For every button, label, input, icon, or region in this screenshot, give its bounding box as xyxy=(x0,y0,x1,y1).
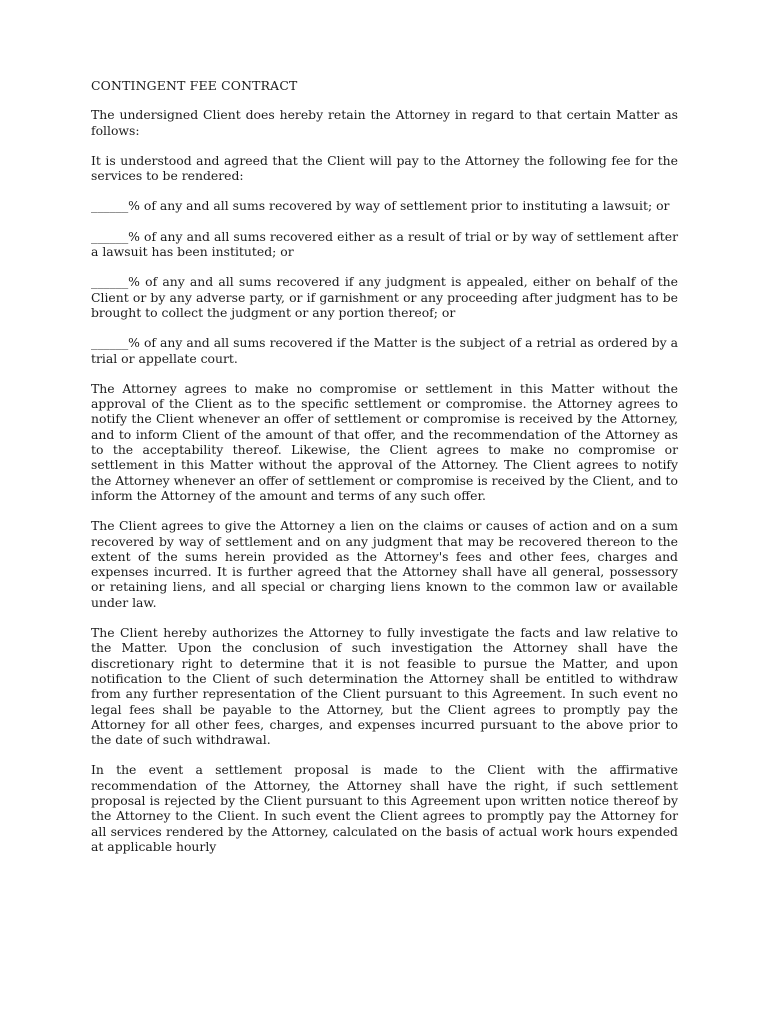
paragraph-settlement-proposal: In the event a settlement proposal is made to the Client with the affirmative recommendation of the Attorney, the Attorney shall have the right, if such settlement proposal is rejected by the Client pursuant to this Agreement upon written notice thereof by the Attorney to the Client. In such event the Client agrees to promptly pay the Attorney for all services rendered by the Attorney, calculated on the basis of actual work hours expended at applicable hourly xyxy=(91,762,678,854)
paragraph-fee-appeal: ______% of any and all sums recovered if any judgment is appealed, either on behalf of the Client or by any adverse party, or if garnishment or any proceeding after judgment has to be brought to collect the judgment or any portion thereof; or xyxy=(91,274,678,320)
paragraph-retainer: The undersigned Client does hereby retain the Attorney in regard to that certain Matter as follows: xyxy=(91,107,678,138)
paragraph-fee-retrial: ______% of any and all sums recovered if the Matter is the subject of a retrial as ordered by a trial or appellate court. xyxy=(91,335,678,366)
paragraph-fee-agreement: It is understood and agreed that the Client will pay to the Attorney the following fee for the services to be rendered: xyxy=(91,152,678,184)
document-page xyxy=(91,78,678,869)
paragraph-fee-pre-lawsuit: ______% of any and all sums recovered by way of settlement prior to instituting a lawsuit; or xyxy=(91,198,670,214)
paragraph-fee-trial: ______% of any and all sums recovered either as a result of trial or by way of settlement after a lawsuit has been instituted; or xyxy=(91,228,678,260)
paragraph-lien: The Client agrees to give the Attorney a lien on the claims or causes of action and on a sum recovered by way of settlement and on any judgment that may be recovered thereon to the extent of the sums herein provided as the Attorney's fees and other fees, charges and expenses incurred. It is further agreed that the Attorney shall have all general, possessory or retaining liens, and all special or charging liens known to the common law or available under law. xyxy=(91,518,678,610)
paragraph-investigation: The Client hereby authorizes the Attorney to fully investigate the facts and law relative to the Matter. Upon the conclusion of such investigation the Attorney shall have the discretionary right to determine that it is not feasible to pursue the Matter, and upon notification to the Client of such determination the Attorney shall be entitled to withdraw from any further representation of the Client pursuant to this Agreement. In such event no legal fees shall be payable to the Attorney, but the Client agrees to promptly pay the Attorney for all other fees, charges, and expenses incurred pursuant to the above prior to the date of such withdrawal. xyxy=(91,625,678,748)
paragraph-settlement-approval: The Attorney agrees to make no compromise or settlement in this Matter without the approval of the Client as to the specific settlement or compromise. the Attorney agrees to notify the Client whenever an offer of settlement or compromise is received by the Attorney, and to inform Client of the amount of that offer, and the recommendation of the Attorney as to the acceptability thereof. Likewise, the Client agrees to make no compromise or settlement in this Matter without the approval of the Attorney. The Client agrees to notify the Attorney whenever an offer of settlement or compromise is received by the Client, and to inform the Attorney of the amount and terms of any such offer. xyxy=(91,380,678,503)
document-title: CONTINGENT FEE CONTRACT xyxy=(91,78,298,93)
